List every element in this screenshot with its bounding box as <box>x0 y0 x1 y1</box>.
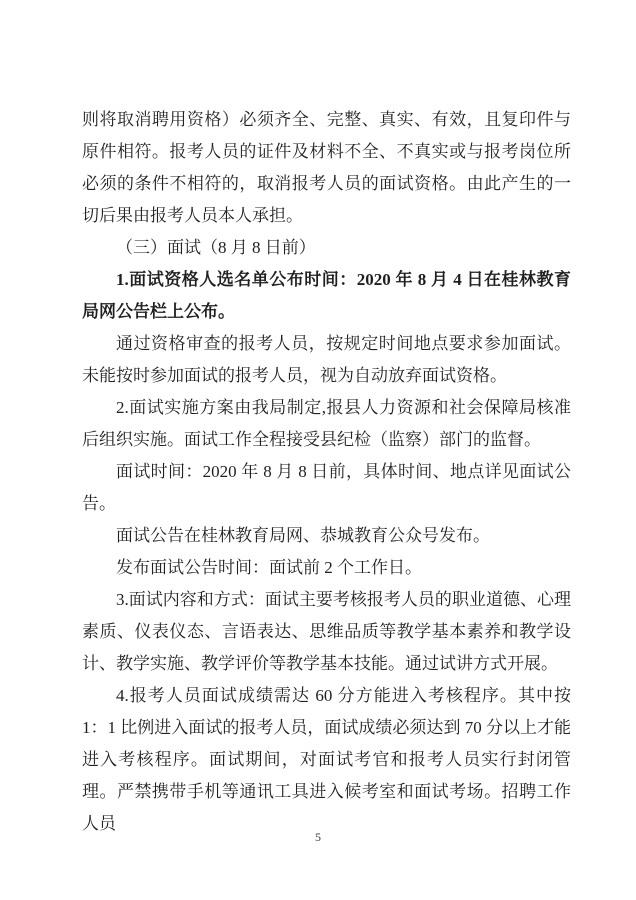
paragraph-qualification: 通过资格审查的报考人员，按规定时间地点要求参加面试。未能按时参加面试的报考人员，视为自动放弃面试资格。 <box>82 334 571 385</box>
paragraph-item-4: 4.报考人员面试成绩需达 60 分方能进入考核程序。其中按 1：1 比例进入面试的报考人员，面试成绩必须达到 70 分以上才能进入考核程序。面试期间，对面试考官和报考人员实行封闭管理。严禁携带手机等通讯工具进入候考室和面试考场。招聘工作人员 <box>82 686 571 833</box>
paragraph-interview-time: 面试时间：2020 年 8 月 8 日前，具体时间、地点详见面试公告。 <box>82 462 571 513</box>
paragraph-continuation: 则将取消聘用资格）必须齐全、完整、真实、有效，且复印件与原件相符。报考人员的证件及材料不全、不真实或与报考岗位所必须的条件不相符的，取消报考人员的面试资格。由此产生的一切后果由报考人员本人承担。 <box>82 110 571 225</box>
paragraph-announce-time: 发布面试公告时间：面试前 2 个工作日。 <box>116 558 422 577</box>
paragraph-item-3: 3.面试内容和方式：面试主要考核报考人员的职业道德、心理素质、仪表仪态、言语表达、思维品质等教学基本素养和教学设计、教学实施、教学评价等教学基本技能。通过试讲方式开展。 <box>82 590 571 673</box>
paragraph-item-1: 1.面试资格人选名单公布时间：2020 年 8 月 4 日在桂林教育局网公告栏上公布。 <box>82 270 571 321</box>
paragraph-announcement: 面试公告在桂林教育局网、恭城教育公众号发布。 <box>116 526 490 545</box>
document-body <box>82 104 571 840</box>
section-heading-interview: （三）面试（8 月 8 日前） <box>116 238 316 257</box>
page-number: 5 <box>315 830 321 844</box>
paragraph-item-2: 2.面试实施方案由我局制定,报县人力资源和社会保障局核准后组织实施。面试工作全程接受县纪检（监察）部门的监督。 <box>82 398 571 449</box>
